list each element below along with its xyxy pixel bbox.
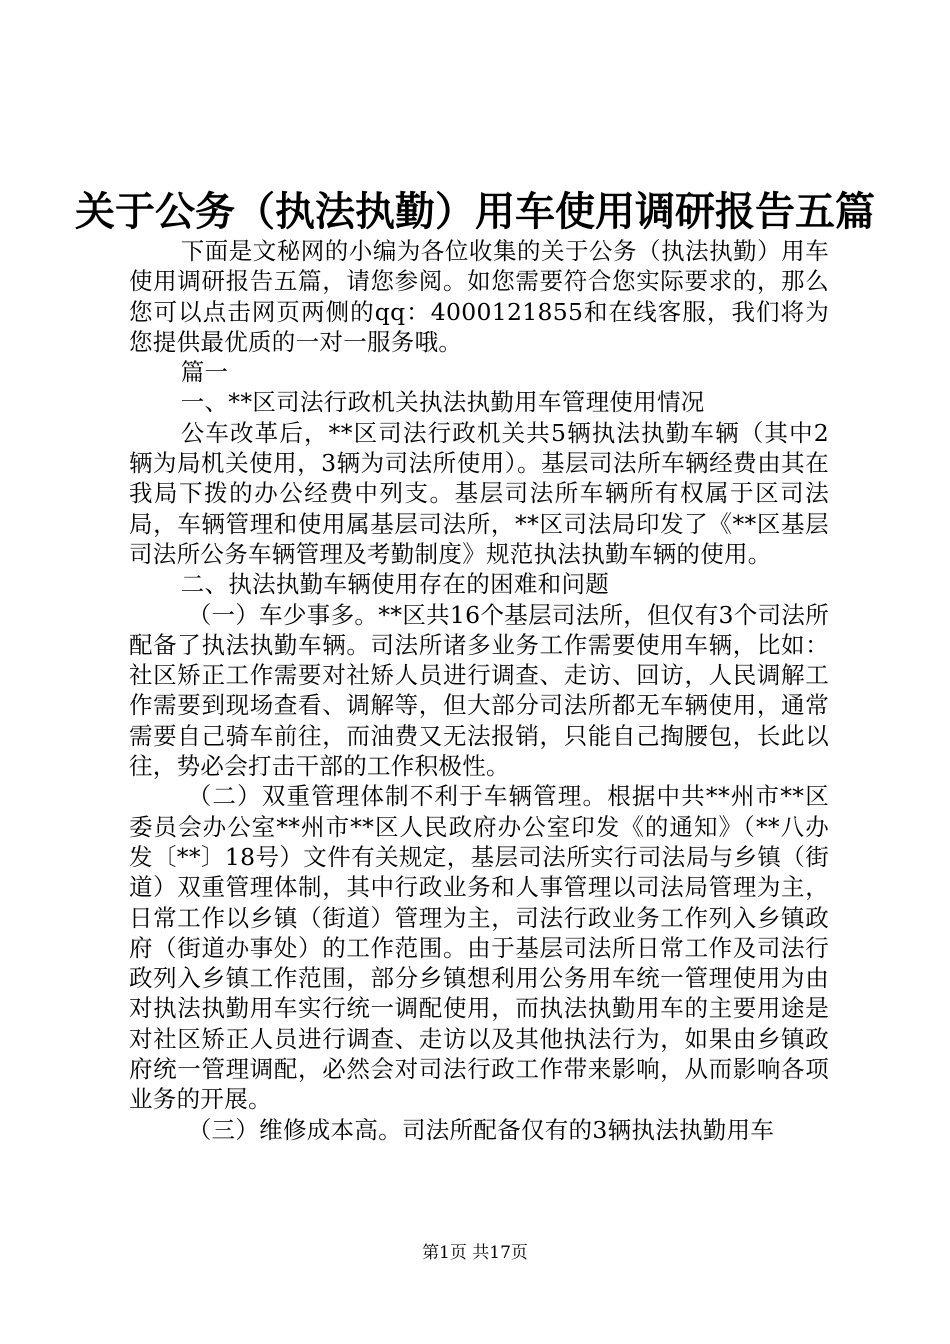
body-paragraph: （三）维修成本高。司法所配备仅有的3辆执法执勤用车 — [187, 1115, 775, 1144]
body-paragraph: 公车改革后，**区司法行政机关共5辆执法执勤车辆（其中2辆为局机关使用，3辆为司法所使用）。基层司法所车辆经费由其在我局下拨的办公经费中列支。基层司法所车辆所有权属于区司法局，车辆管理和使用属基层司法所，**区司法局印发了《**区基层司法所公务车辆管理及考勤制度》规范执法执勤车辆的使用。 — [129, 418, 829, 568]
intro-paragraph: 下面是文秘网的小编为各位收集的关于公务（执法执勤）用车使用调研报告五篇，请您参阅。如您需要符合您实际要求的，那么您可以点击网页两侧的qq：4000121855和在线客服，我们将为您提供最优质的一对一服务哦。 — [129, 237, 829, 356]
body-paragraph: （二）双重管理体制不利于车辆管理。根据中共**州市**区委员会办公室**州市**区人民政府办公室印发《的通知》（**八办发〔**〕18号）文件有关规定，基层司法所实行司法局与乡镇（街道）双重管理体制，其中行政业务和人事管理以司法局管理为主，日常工作以乡镇（街道）管理为主，司法行政业务工作列入乡镇政府（街道办事处）的工作范围。由于基层司法所日常工作及司法行政列入乡镇工作范围，部分乡镇想利用公务用车统一管理使用为由对执法执勤用车实行统一调配使用，而执法执勤用车的主要用途是对社区矫正人员进行调查、走访以及其他执法行为，如果由乡镇政府统一管理调配，必然会对司法行政工作带来影响，从而影响各项业务的开展。 — [129, 782, 829, 1114]
page-number-footer: 第1页 共17页 — [422, 1243, 528, 1263]
document-body — [129, 236, 829, 1145]
heading-2: 二、执法执勤车辆使用存在的困难和问题 — [180, 570, 610, 599]
body-paragraph: （一）车少事多。**区共16个基层司法所，但仅有3个司法所配备了执法执勤车辆。司法所诸多业务工作需要使用车辆，比如：社区矫正工作需要对社矫人员进行调查、走访、回访，人民调解工作需要到现场查看、调解等，但大部分司法所都无车辆使用，通常需要自己骑车前往，而油费又无法报销，只能自己掏腰包，长此以往，势必会打击干部的工作积极性。 — [129, 600, 829, 781]
document-title: 关于公务（执法执勤）用车使用调研报告五篇 — [75, 189, 875, 235]
section-label: 篇一 — [180, 358, 229, 387]
heading-1: 一、**区司法行政机关执法执勤用车管理使用情况 — [180, 388, 705, 417]
